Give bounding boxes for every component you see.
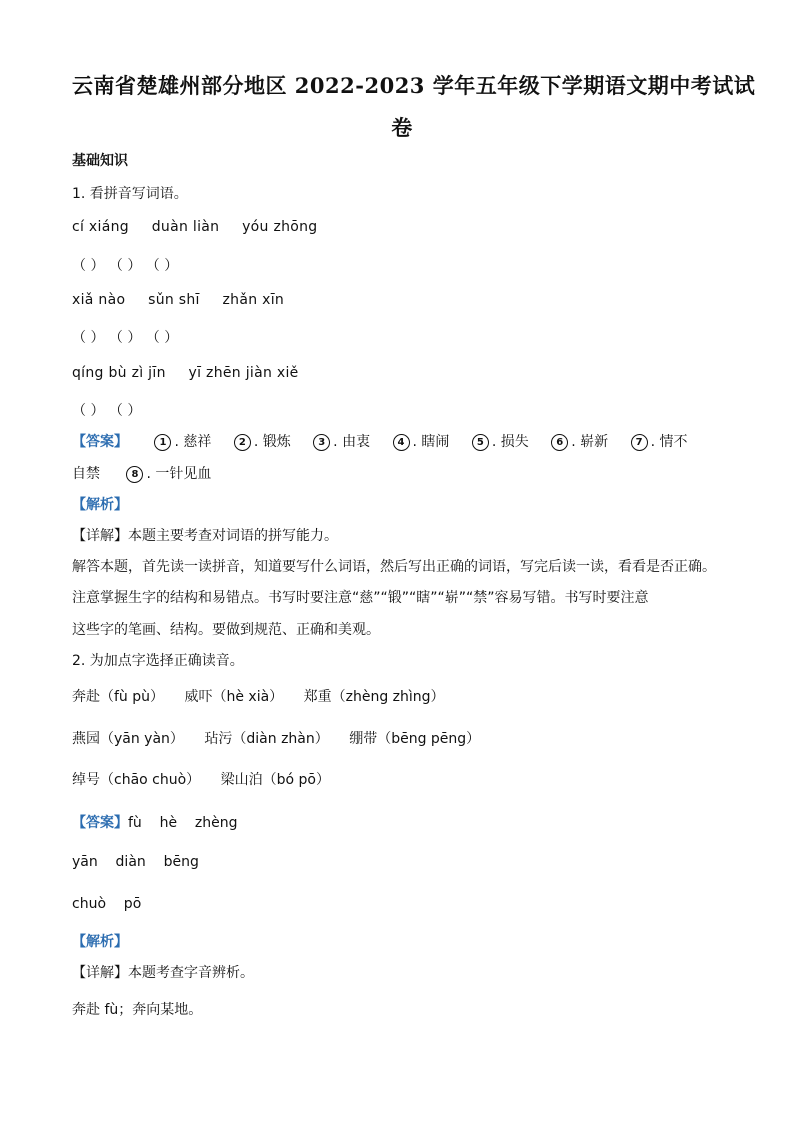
doc-title-line2: 卷 <box>391 115 413 140</box>
answer-item: 8 . 一针见血 <box>126 463 211 483</box>
pinyin-item: sǔn shī <box>148 292 200 308</box>
answer-text: fù hè zhèng <box>128 815 238 831</box>
answer-number-circle: 5 <box>472 434 489 451</box>
pinyin-item: yóu zhōng <box>242 219 318 235</box>
answer-item: 3 . 由衷 <box>313 431 370 451</box>
answer-number-circle: 2 <box>234 434 251 451</box>
detail-text: 本题考查字音辨析。 <box>128 965 254 981</box>
answer-number-circle: 1 <box>154 434 171 451</box>
q2-stem: 2. 为加点字选择正确读音。 <box>72 653 244 669</box>
answer-continuation: 自禁 <box>72 466 100 482</box>
q1-pinyin-row1 <box>72 219 318 235</box>
detail-text: 本题主要考查对词语的拼写能力。 <box>128 528 338 544</box>
q1-detail <box>72 525 338 545</box>
detail-tag: 【详解】 <box>72 528 128 544</box>
q1-brackets-row2: （ ） （ ） （ ） <box>72 330 179 346</box>
pinyin-item: cí xiáng <box>72 219 129 235</box>
q2-row2 <box>72 728 480 748</box>
answer-item: 7 . 情不 <box>631 431 688 451</box>
q2-item: 威吓（hè xià） <box>184 689 284 705</box>
q1-answer-line2 <box>72 463 229 483</box>
pinyin-item: xiǎ nào <box>72 292 126 308</box>
answer-item: 1 . 慈祥 <box>154 431 211 451</box>
q2-item: 绰号（chāo chuò） <box>72 772 201 788</box>
answer-number-circle: 8 <box>126 466 143 483</box>
q1-analysis-tag: 【解析】 <box>72 497 128 513</box>
q2-last-line: 奔赴 fù；奔向某地。 <box>72 1002 203 1018</box>
q2-item: 燕园（yān yàn） <box>72 731 184 747</box>
answer-item: 6 . 崭新 <box>551 431 608 451</box>
section-heading: 基础知识 <box>72 153 128 169</box>
q1-para1: 解答本题，首先读一读拼音，知道要写什么词语，然后写出正确的词语，写完后读一读，看看是否正确。 <box>72 559 716 575</box>
answer-number-circle: 6 <box>551 434 568 451</box>
q1-brackets-row1: （ ） （ ） （ ） <box>72 258 179 274</box>
q1-answer-line1 <box>72 431 688 451</box>
pinyin-item: yī zhēn jiàn xiě <box>188 365 299 381</box>
pinyin-item: zhǎn xīn <box>222 292 285 308</box>
q2-item: 玷污（diàn zhàn） <box>204 731 329 747</box>
answer-number-circle: 4 <box>393 434 410 451</box>
q1-stem: 1. 看拼音写词语。 <box>72 186 188 202</box>
answer-item: 4 . 瞎闹 <box>393 431 450 451</box>
answer-item: 5 . 损失 <box>472 431 529 451</box>
q2-answer-line1 <box>72 812 237 832</box>
q2-row1 <box>72 686 445 706</box>
q2-analysis-tag: 【解析】 <box>72 934 128 950</box>
pinyin-item: qíng bù zì jīn <box>72 365 166 381</box>
q1-brackets-row3: （ ） （ ） <box>72 403 142 419</box>
q2-answer-line2: yān diàn bēng <box>72 854 199 870</box>
answer-number-circle: 3 <box>313 434 330 451</box>
q1-para3: 这些字的笔画、结构。要做到规范、正确和美观。 <box>72 622 380 638</box>
q2-item: 梁山泊（bó pō） <box>220 772 330 788</box>
answer-number-circle: 7 <box>631 434 648 451</box>
q1-pinyin-row2 <box>72 292 284 308</box>
detail-tag: 【详解】 <box>72 965 128 981</box>
q2-detail <box>72 962 254 982</box>
q2-item: 郑重（zhèng zhìng） <box>303 689 445 705</box>
q2-row3 <box>72 769 330 789</box>
q1-pinyin-row3 <box>72 365 299 381</box>
q1-para2: 注意掌握生字的结构和易错点。书写时要注意“慈”“锻”“瞎”“崭”“禁”容易写错。书写时要注意 <box>72 590 649 606</box>
answer-tag: 【答案】 <box>72 815 128 831</box>
q2-item: 绷带（bēng pēng） <box>349 731 481 747</box>
pinyin-item: duàn liàn <box>151 219 220 235</box>
answer-tag: 【答案】 <box>72 434 128 450</box>
answer-item: 2 . 锻炼 <box>234 431 291 451</box>
q2-item: 奔赴（fù pù） <box>72 689 165 705</box>
doc-title-line1: 云南省楚雄州部分地区 2022-2023 学年五年级下学期语文期中考试试 <box>72 73 756 98</box>
q2-answer-line3: chuò pō <box>72 896 142 912</box>
